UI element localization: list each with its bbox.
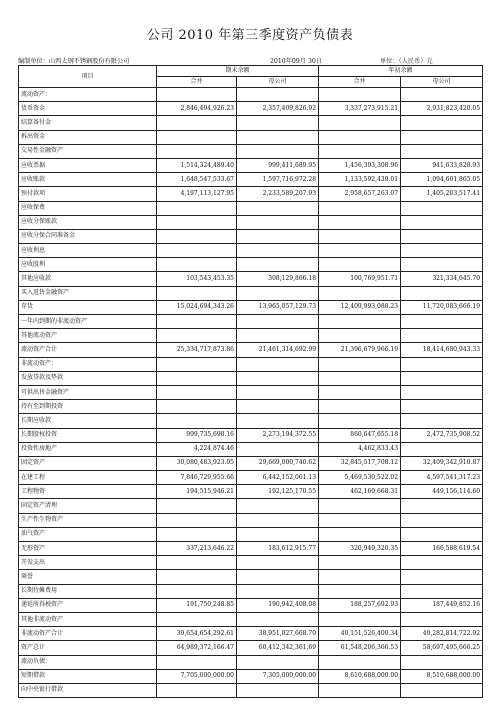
cell-value (237, 513, 319, 527)
table-row (19, 229, 483, 243)
cell-value (237, 144, 319, 158)
row-label: 流动负债： (19, 655, 157, 669)
cell-value (319, 286, 401, 300)
cell-value (237, 244, 319, 258)
table-row (19, 655, 483, 669)
cell-value (319, 513, 401, 527)
cell-value: 32,845,517,708.12 (319, 456, 401, 470)
cell-value (401, 414, 483, 428)
cell-value: 15,024,694,343.26 (157, 300, 237, 314)
row-label: 短期借款 (19, 669, 157, 683)
cell-value (319, 144, 401, 158)
cell-value: 308,129,866.18 (237, 272, 319, 286)
row-label: 应收票据 (19, 158, 157, 172)
cell-value (237, 584, 319, 598)
cell-value (319, 556, 401, 570)
table-row (19, 88, 483, 102)
cell-value (237, 116, 319, 130)
table-row (19, 641, 483, 655)
row-label: 非流动资产合计 (19, 627, 157, 641)
table-row (19, 400, 483, 414)
cell-value (237, 329, 319, 343)
table-row (19, 130, 483, 144)
cell-value: 3,337,273,915.21 (319, 102, 401, 116)
table-row (19, 158, 483, 172)
cell-value (157, 244, 237, 258)
cell-value: 1,133,592,439.01 (319, 173, 401, 187)
cell-value: 40,151,526,400.34 (319, 627, 401, 641)
cell-value (319, 584, 401, 598)
cell-value: 188,257,692.93 (319, 598, 401, 612)
cell-value: 30,080,483,923.05 (157, 456, 237, 470)
row-label: 投资性房地产 (19, 442, 157, 456)
row-label: 工程物资 (19, 485, 157, 499)
cell-value (237, 357, 319, 371)
cell-value (319, 385, 401, 399)
cell-value (157, 683, 237, 697)
cell-value (401, 683, 483, 697)
table-row (19, 456, 483, 470)
cell-value (157, 201, 237, 215)
cell-value: 60,412,342,361.69 (237, 641, 319, 655)
cell-value (237, 570, 319, 584)
row-label: 长期待摊费用 (19, 584, 157, 598)
cell-value (401, 201, 483, 215)
cell-value (319, 130, 401, 144)
cell-value: 21,461,314,692.99 (237, 343, 319, 357)
cell-value: 103,543,453.35 (157, 272, 237, 286)
table-row (19, 627, 483, 641)
cell-value: 2,273,194,372.55 (237, 428, 319, 442)
table-row (19, 315, 483, 329)
cell-value: 38,951,027,668.70 (237, 627, 319, 641)
row-label: 货币资金 (19, 102, 157, 116)
cell-value: 462,160,668.31 (319, 485, 401, 499)
row-label: 预付款项 (19, 187, 157, 201)
cell-value (237, 400, 319, 414)
unit-label: 单位：（人民币）元 (380, 58, 433, 65)
cell-value: 4,462,833.43 (319, 442, 401, 456)
cell-value (401, 244, 483, 258)
cell-value (237, 315, 319, 329)
cell-value: 39,654,654,292.61 (157, 627, 237, 641)
cell-value (319, 329, 401, 343)
row-label: 其他流动资产 (19, 329, 157, 343)
cell-value (401, 612, 483, 626)
cell-value (401, 442, 483, 456)
cell-value: 2,233,589,207.93 (237, 187, 319, 201)
cell-value: 21,396,679,966.19 (319, 343, 401, 357)
table-row (19, 442, 483, 456)
row-label: 生产性生物资产 (19, 513, 157, 527)
cell-value: 1,456,393,308.96 (319, 158, 401, 172)
cell-value (237, 556, 319, 570)
cell-value (401, 385, 483, 399)
cell-value: 320,949,320.35 (319, 542, 401, 556)
table-row (19, 286, 483, 300)
cell-value (237, 88, 319, 102)
cell-value (319, 244, 401, 258)
table-row (19, 542, 483, 556)
cell-value (401, 329, 483, 343)
table-row (19, 584, 483, 598)
cell-value (237, 499, 319, 513)
cell-value (401, 130, 483, 144)
cell-value (157, 286, 237, 300)
cell-value (319, 414, 401, 428)
row-label: 存货 (19, 300, 157, 314)
cell-value: 7,305,000,000.00 (237, 669, 319, 683)
row-label: 流动资产合计 (19, 343, 157, 357)
cell-value (319, 116, 401, 130)
row-label: 商誉 (19, 570, 157, 584)
cell-value: 941,633,828.93 (401, 158, 483, 172)
row-label: 应收利息 (19, 244, 157, 258)
cell-value (157, 357, 237, 371)
cell-value (237, 527, 319, 541)
cell-value (157, 130, 237, 144)
table-row (19, 272, 483, 286)
table-row (19, 102, 483, 116)
table-row (19, 201, 483, 215)
cell-value: 5,469,530,522.02 (319, 471, 401, 485)
cell-value: 191,750,248.85 (157, 598, 237, 612)
cell-value: 1,597,716,972.28 (237, 173, 319, 187)
row-label: 其他应收款 (19, 272, 157, 286)
table-row (19, 570, 483, 584)
cell-value (401, 513, 483, 527)
header-year-start: 年初余额 (319, 66, 483, 77)
row-label: 应收保费 (19, 201, 157, 215)
cell-value (401, 371, 483, 385)
cell-value: 18,414,680,943.33 (401, 343, 483, 357)
cell-value (237, 655, 319, 669)
row-label: 应收分保合同准备金 (19, 229, 157, 243)
cell-value (157, 371, 237, 385)
table-row (19, 116, 483, 130)
cell-value (157, 570, 237, 584)
row-label: 固定资产 (19, 456, 157, 470)
cell-value: 4,197,113,127.95 (157, 187, 237, 201)
cell-value (237, 442, 319, 456)
table-row (19, 187, 483, 201)
cell-value: 321,334,645.70 (401, 272, 483, 286)
cell-value (237, 215, 319, 229)
row-label: 油气资产 (19, 527, 157, 541)
cell-value: 337,213,646.22 (157, 542, 237, 556)
cell-value (157, 315, 237, 329)
cell-value: 58,697,495,666.25 (401, 641, 483, 655)
cell-value (401, 144, 483, 158)
row-label: 向中央银行借款 (19, 683, 157, 697)
cell-value (401, 116, 483, 130)
cell-value (401, 499, 483, 513)
cell-value (157, 655, 237, 669)
cell-value: 999,411,689.95 (237, 158, 319, 172)
cell-value (401, 570, 483, 584)
cell-value: 2,931,823,420.05 (401, 102, 483, 116)
cell-value (401, 584, 483, 598)
table-row (19, 414, 483, 428)
cell-value (237, 683, 319, 697)
cell-value (157, 414, 237, 428)
cell-value (319, 201, 401, 215)
cell-value: 2,472,735,908.52 (401, 428, 483, 442)
table-row (19, 258, 483, 272)
row-label: 可供出售金融资产 (19, 385, 157, 399)
table-header-row (19, 66, 483, 77)
cell-value: 190,942,408.08 (237, 598, 319, 612)
cell-value (319, 315, 401, 329)
cell-value: 192,125,170.55 (237, 485, 319, 499)
cell-value (157, 499, 237, 513)
cell-value: 999,735,698.16 (157, 428, 237, 442)
header-item: 项目 (19, 66, 157, 88)
row-label: 流动资产： (19, 88, 157, 102)
cell-value: 25,334,717,873.86 (157, 343, 237, 357)
row-label: 结算备付金 (19, 116, 157, 130)
header-parent: 母公司 (237, 77, 319, 88)
table-row (19, 173, 483, 187)
row-label: 长期股权投资 (19, 428, 157, 442)
cell-value (319, 655, 401, 669)
cell-value: 40,282,814,722.92 (401, 627, 483, 641)
cell-value (157, 258, 237, 272)
balance-sheet-table (18, 65, 483, 698)
cell-value: 194,515,946.21 (157, 485, 237, 499)
table-row (19, 527, 483, 541)
table-row (19, 499, 483, 513)
cell-value (237, 371, 319, 385)
cell-value: 166,588,619.54 (401, 542, 483, 556)
cell-value: 61,548,206,366.53 (319, 641, 401, 655)
cell-value: 1,514,324,489.40 (157, 158, 237, 172)
cell-value (401, 229, 483, 243)
header-period-end: 期末余额 (157, 66, 319, 77)
row-label: 无形资产 (19, 542, 157, 556)
cell-value: 2,846,494,926.23 (157, 102, 237, 116)
table-row (19, 612, 483, 626)
cell-value (319, 499, 401, 513)
cell-value (157, 229, 237, 243)
cell-value (401, 315, 483, 329)
row-label: 交易性金融资产 (19, 144, 157, 158)
table-row (19, 485, 483, 499)
cell-value (157, 144, 237, 158)
cell-value (157, 527, 237, 541)
cell-value: 7,705,000,000.00 (157, 669, 237, 683)
cell-value (319, 612, 401, 626)
row-label: 一年内到期的非流动资产 (19, 315, 157, 329)
cell-value (237, 229, 319, 243)
cell-value (401, 215, 483, 229)
report-date: 2010年09月 30日 (270, 58, 323, 65)
cell-value: 1,648,547,533.67 (157, 173, 237, 187)
cell-value (237, 612, 319, 626)
row-label: 其他非流动资产 (19, 612, 157, 626)
cell-value: 11,720,083,666.19 (401, 300, 483, 314)
cell-value (157, 612, 237, 626)
cell-value: 13,965,057,129.73 (237, 300, 319, 314)
cell-value (401, 527, 483, 541)
cell-value: 6,442,152,061.13 (237, 471, 319, 485)
cell-value (157, 215, 237, 229)
cell-value (237, 130, 319, 144)
row-label: 发放贷款及垫款 (19, 371, 157, 385)
cell-value: 1,094,601,865.05 (401, 173, 483, 187)
cell-value (157, 116, 237, 130)
cell-value: 2,357,409,826.92 (237, 102, 319, 116)
header-consolidated: 合并 (319, 77, 401, 88)
header-consolidated: 合并 (157, 77, 237, 88)
cell-value: 1,405,203,517.41 (401, 187, 483, 201)
row-label: 长期应收款 (19, 414, 157, 428)
row-label: 拆出资金 (19, 130, 157, 144)
cell-value: 64,989,372,166.47 (157, 641, 237, 655)
cell-value (237, 258, 319, 272)
row-label: 买入返售金融资产 (19, 286, 157, 300)
table-row (19, 683, 483, 697)
table-row (19, 428, 483, 442)
row-label: 递延所得税资产 (19, 598, 157, 612)
cell-value (157, 88, 237, 102)
cell-value: 4,224,874.46 (157, 442, 237, 456)
cell-value: 100,769,951.71 (319, 272, 401, 286)
cell-value (157, 400, 237, 414)
cell-value (237, 414, 319, 428)
cell-value (319, 683, 401, 697)
row-label: 资产总计 (19, 641, 157, 655)
cell-value: 860,647,655.18 (319, 428, 401, 442)
table-row (19, 343, 483, 357)
table-row (19, 371, 483, 385)
cell-value (401, 357, 483, 371)
cell-value (401, 258, 483, 272)
row-label: 持有至到期投资 (19, 400, 157, 414)
cell-value (319, 400, 401, 414)
cell-value (319, 570, 401, 584)
table-row (19, 471, 483, 485)
cell-value (319, 357, 401, 371)
cell-value: 449,156,114.60 (401, 485, 483, 499)
cell-value (237, 286, 319, 300)
cell-value: 183,612,915.77 (237, 542, 319, 556)
header-parent: 母公司 (401, 77, 483, 88)
row-label: 应收账款 (19, 173, 157, 187)
table-row (19, 244, 483, 258)
table-row (19, 598, 483, 612)
table-row (19, 513, 483, 527)
cell-value (319, 88, 401, 102)
cell-value (319, 371, 401, 385)
row-label: 固定资产清理 (19, 499, 157, 513)
cell-value: 29,669,000,740.62 (237, 456, 319, 470)
cell-value (401, 655, 483, 669)
cell-value: 8,610,688,000.00 (319, 669, 401, 683)
table-row (19, 357, 483, 371)
table-row (19, 669, 483, 683)
cell-value: 7,846,729,955.66 (157, 471, 237, 485)
table-row (19, 144, 483, 158)
cell-value (401, 286, 483, 300)
cell-value (319, 229, 401, 243)
row-label: 开发支出 (19, 556, 157, 570)
cell-value (401, 400, 483, 414)
cell-value: 8,510,688,000.00 (401, 669, 483, 683)
cell-value (237, 201, 319, 215)
cell-value (157, 556, 237, 570)
cell-value: 2,958,657,263.07 (319, 187, 401, 201)
company-label: 编制单位：山西太钢不锈钢股份有限公司 (18, 58, 130, 65)
table-row (19, 215, 483, 229)
cell-value (401, 88, 483, 102)
table-row (19, 329, 483, 343)
cell-value (157, 385, 237, 399)
table-row (19, 556, 483, 570)
cell-value (401, 556, 483, 570)
table-row (19, 300, 483, 314)
cell-value: 12,409,993,088.23 (319, 300, 401, 314)
cell-value (319, 215, 401, 229)
row-label: 非流动资产： (19, 357, 157, 371)
cell-value: 187,449,852.16 (401, 598, 483, 612)
table-row (19, 385, 483, 399)
cell-value: 32,409,342,910.87 (401, 456, 483, 470)
row-label: 应收分保账款 (19, 215, 157, 229)
cell-value (157, 584, 237, 598)
cell-value (157, 329, 237, 343)
row-label: 在建工程 (19, 471, 157, 485)
row-label: 应收股利 (19, 258, 157, 272)
report-title: 公司 2010 年第三季度资产负债表 (146, 28, 354, 43)
cell-value: 4,597,541,317.23 (401, 471, 483, 485)
cell-value (319, 527, 401, 541)
cell-value (157, 513, 237, 527)
cell-value (237, 385, 319, 399)
cell-value (319, 258, 401, 272)
